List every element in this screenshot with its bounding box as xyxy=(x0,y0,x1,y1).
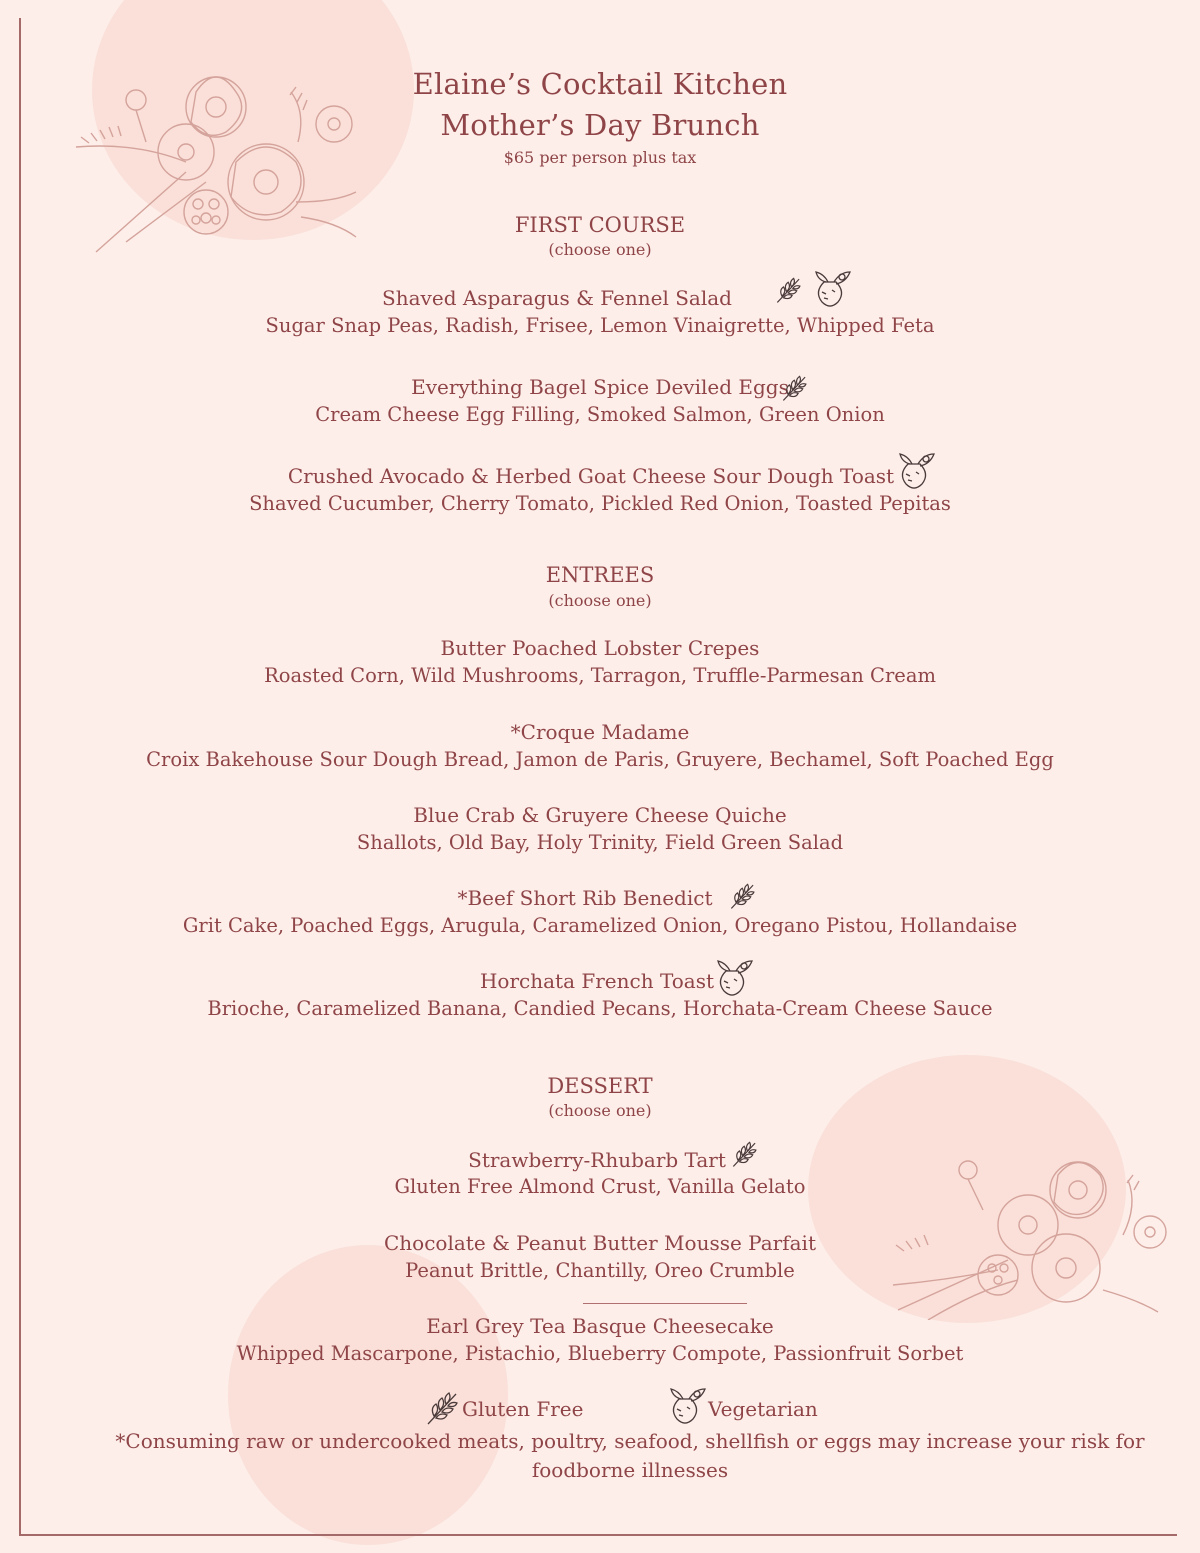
dish-description: Gluten Free Almond Crust, Vanilla Gelato xyxy=(394,1175,806,1198)
section-title-entrees: ENTREES xyxy=(545,563,655,587)
section-subtitle: (choose one) xyxy=(548,240,652,259)
gluten-free-icon xyxy=(424,1390,462,1426)
dish-name: Blue Crab & Gruyere Cheese Quiche xyxy=(413,803,787,827)
legend-gluten-free-label: Gluten Free xyxy=(462,1397,584,1421)
dish-description: Brioche, Caramelized Banana, Candied Pecans, Horchata-Cream Cheese Sauce xyxy=(207,997,993,1020)
gluten-free-icon xyxy=(728,882,758,910)
disclaimer-line-1: *Consuming raw or undercooked meats, poultry, seafood, shellfish or eggs may increase your risk for xyxy=(115,1429,1145,1453)
dish-name: Shaved Asparagus & Fennel Salad xyxy=(382,286,732,310)
dish-description: Grit Cake, Poached Eggs, Arugula, Caramelized Onion, Oregano Pistou, Hollandaise xyxy=(182,914,1018,937)
legend-vegetarian-label: Vegetarian xyxy=(708,1397,818,1421)
dish-description: Peanut Brittle, Chantilly, Oreo Crumble xyxy=(405,1259,795,1282)
event-title: Mother’s Day Brunch xyxy=(440,108,760,142)
section-subtitle: (choose one) xyxy=(548,591,652,610)
gluten-free-icon xyxy=(780,374,810,402)
dish-name: Butter Poached Lobster Crepes xyxy=(440,636,760,660)
dish-name: Everything Bagel Spice Deviled Eggs xyxy=(411,375,789,399)
dish-description: Cream Cheese Egg Filling, Smoked Salmon, Green Onion xyxy=(315,403,885,426)
frame-bottom-line xyxy=(19,1534,1177,1536)
dish-description: Sugar Snap Peas, Radish, Frisee, Lemon Vinaigrette, Whipped Feta xyxy=(265,314,935,337)
gluten-free-icon xyxy=(774,276,804,304)
section-title-dessert: DESSERT xyxy=(547,1074,653,1098)
dish-description: Whipped Mascarpone, Pistachio, Blueberry Compote, Passionfruit Sorbet xyxy=(236,1342,964,1365)
dish-description: Roasted Corn, Wild Mushrooms, Tarragon, Truffle-Parmesan Cream xyxy=(264,664,936,687)
section-subtitle: (choose one) xyxy=(548,1101,652,1120)
dish-name: Horchata French Toast xyxy=(479,969,714,993)
dish-name: *Beef Short Rib Benedict xyxy=(457,886,713,910)
dish-name: Earl Grey Tea Basque Cheesecake xyxy=(426,1314,774,1338)
dish-name: *Croque Madame xyxy=(510,720,690,744)
dish-name: Strawberry-Rhubarb Tart xyxy=(468,1148,726,1172)
dish-description: Shaved Cucumber, Cherry Tomato, Pickled Red Onion, Toasted Pepitas xyxy=(249,492,951,515)
vegetarian-icon xyxy=(812,264,852,310)
disclaimer-line-2: foodborne illnesses xyxy=(531,1458,729,1482)
divider-line xyxy=(583,1303,747,1304)
dish-description: Croix Bakehouse Sour Dough Bread, Jamon de Paris, Gruyere, Bechamel, Soft Poached Egg xyxy=(146,748,1054,771)
restaurant-name: Elaine’s Cocktail Kitchen xyxy=(412,67,788,101)
vegetarian-icon xyxy=(667,1381,707,1427)
section-title-first-course: FIRST COURSE xyxy=(514,213,686,237)
dish-name: Crushed Avocado & Herbed Goat Cheese Sour Dough Toast xyxy=(287,464,895,488)
price-line: $65 per person plus tax xyxy=(503,148,697,167)
decor-blob-bottom xyxy=(228,1245,508,1545)
vegetarian-icon xyxy=(896,446,936,492)
vegetarian-icon xyxy=(714,953,754,999)
dish-description: Shallots, Old Bay, Holy Trinity, Field Green Salad xyxy=(356,831,844,854)
dish-name: Chocolate & Peanut Butter Mousse Parfait xyxy=(384,1231,816,1255)
gluten-free-icon xyxy=(730,1140,760,1168)
